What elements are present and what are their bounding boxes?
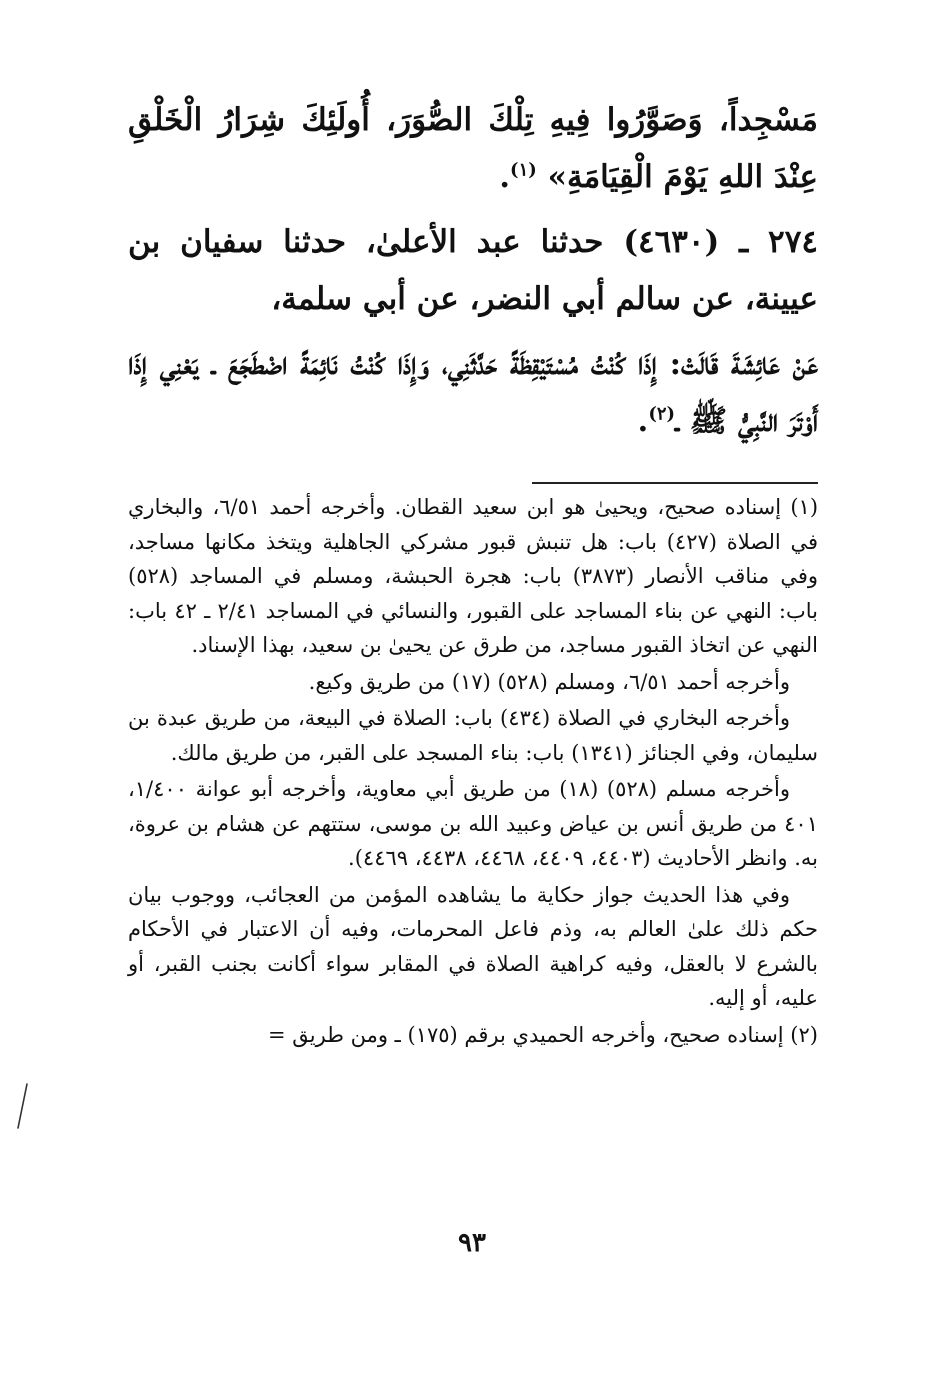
- footnote-1-main: (١) إسناده صحيح، ويحيىٰ هو ابن سعيد القطان. وأخرجه أحمد ٦/٥١، والبخاري في الصلاة (٤٢٧) باب: هل تنبش قبور مشركي الجاهلية ويتخذ مكانها مساجد، وفي مناقب الأنصار (٣٨٧٣) باب: هجرة الحبشة، ومسلم في المساجد (٥٢٨) باب: النهي عن بناء المساجد على القبور، والنسائي في المساجد ٢/٤١ ـ ٤٢ باب: النهي عن اتخاذ القبور مساجد، من طرق عن يحيىٰ بن سعيد، بهذا الإسناد.: [128, 495, 819, 657]
- footnote-1-bukhari: وأخرجه البخاري في الصلاة (٤٣٤) باب: الصلاة في البيعة، من طريق عبدة بن سليمان، وفي الجنائز (١٣٤١) باب: بناء المسجد على القبر، من طريق مالك.: [128, 706, 818, 765]
- hadith-paragraph: [128, 214, 818, 328]
- footnote-2: (٢) إسناده صحيح، وأخرجه الحميدي برقم (١٧٥) ـ ومن طريق =: [268, 1022, 818, 1047]
- hadith-isnad: حدثنا عبد الأعلىٰ، حدثنا سفيان بن عيينة، عن سالم أبي النضر، عن أبي سلمة،: [128, 224, 818, 317]
- hadith-ending-paragraph: [128, 92, 818, 206]
- footnote-separator: [532, 482, 818, 484]
- hadith-matn-paragraph: [128, 336, 818, 450]
- footnote-1-muslim: وأخرجه مسلم (٥٢٨) (١٨) من طريق أبي معاوية، وأخرجه أبو عوانة ١/٤٠٠، ٤٠١ من طريق أنس بن عياض وعبيد الله بن موسى، ستتهم عن هشام بن عروة، به. وانظر الأحاديث (٤٤٠٣، ٤٤٠٩، ٤٤٦٨، ٤٤٣٨، ٤٤٦٩).: [128, 777, 818, 870]
- hadith-text: مَسْجِداً، وَصَوَّرُوا فِيهِ تِلْكَ الصُّوَرَ، أُولَئِكَ شِرَارُ الْخَلْقِ عِنْدَ اللهِ يَوْمَ الْقِيَامَةِ»: [128, 102, 818, 195]
- hadith-matn: عَنْ عَائِشَةَ قَالَتْ: إِذَا كُنْتُ مُسْتَيْقِظَةً حَدَّثَنِي، وَإِذَا كُنْتُ نَائِمَةً اضْطَجَعَ ـ يَعْنِي إِذَا أَوْتَرَ النَّبِيُّ ﷺ ـ: [128, 346, 818, 439]
- period: .: [637, 403, 649, 439]
- margin-pen-mark: [16, 1082, 28, 1130]
- footnotes: [128, 490, 818, 1052]
- main-text: [128, 92, 818, 450]
- footnote-ref-1[interactable]: (١): [510, 159, 537, 181]
- period: .: [499, 159, 511, 195]
- page-number: ٩٣: [458, 1228, 486, 1258]
- footnote-1-ahmad: وأخرجه أحمد ٦/٥١، ومسلم (٥٢٨) (١٧) من طريق وكيع.: [308, 669, 790, 694]
- hadith-number: ٢٧٤ ـ (٤٦٣٠): [623, 224, 818, 260]
- footnote-1-commentary: وفي هذا الحديث جواز حكاية ما يشاهده المؤمن من العجائب، ووجوب بيان حكم ذلك علىٰ العالم به، وذم فاعل المحرمات، وفيه أن الاعتبار في الأحكام بالشرع لا بالعقل، وفيه كراهية الصلاة في المقابر سواء أكانت بجنب القبر، أو عليه، أو إليه.: [128, 882, 818, 1010]
- footnote-ref-2[interactable]: (٢): [648, 403, 676, 425]
